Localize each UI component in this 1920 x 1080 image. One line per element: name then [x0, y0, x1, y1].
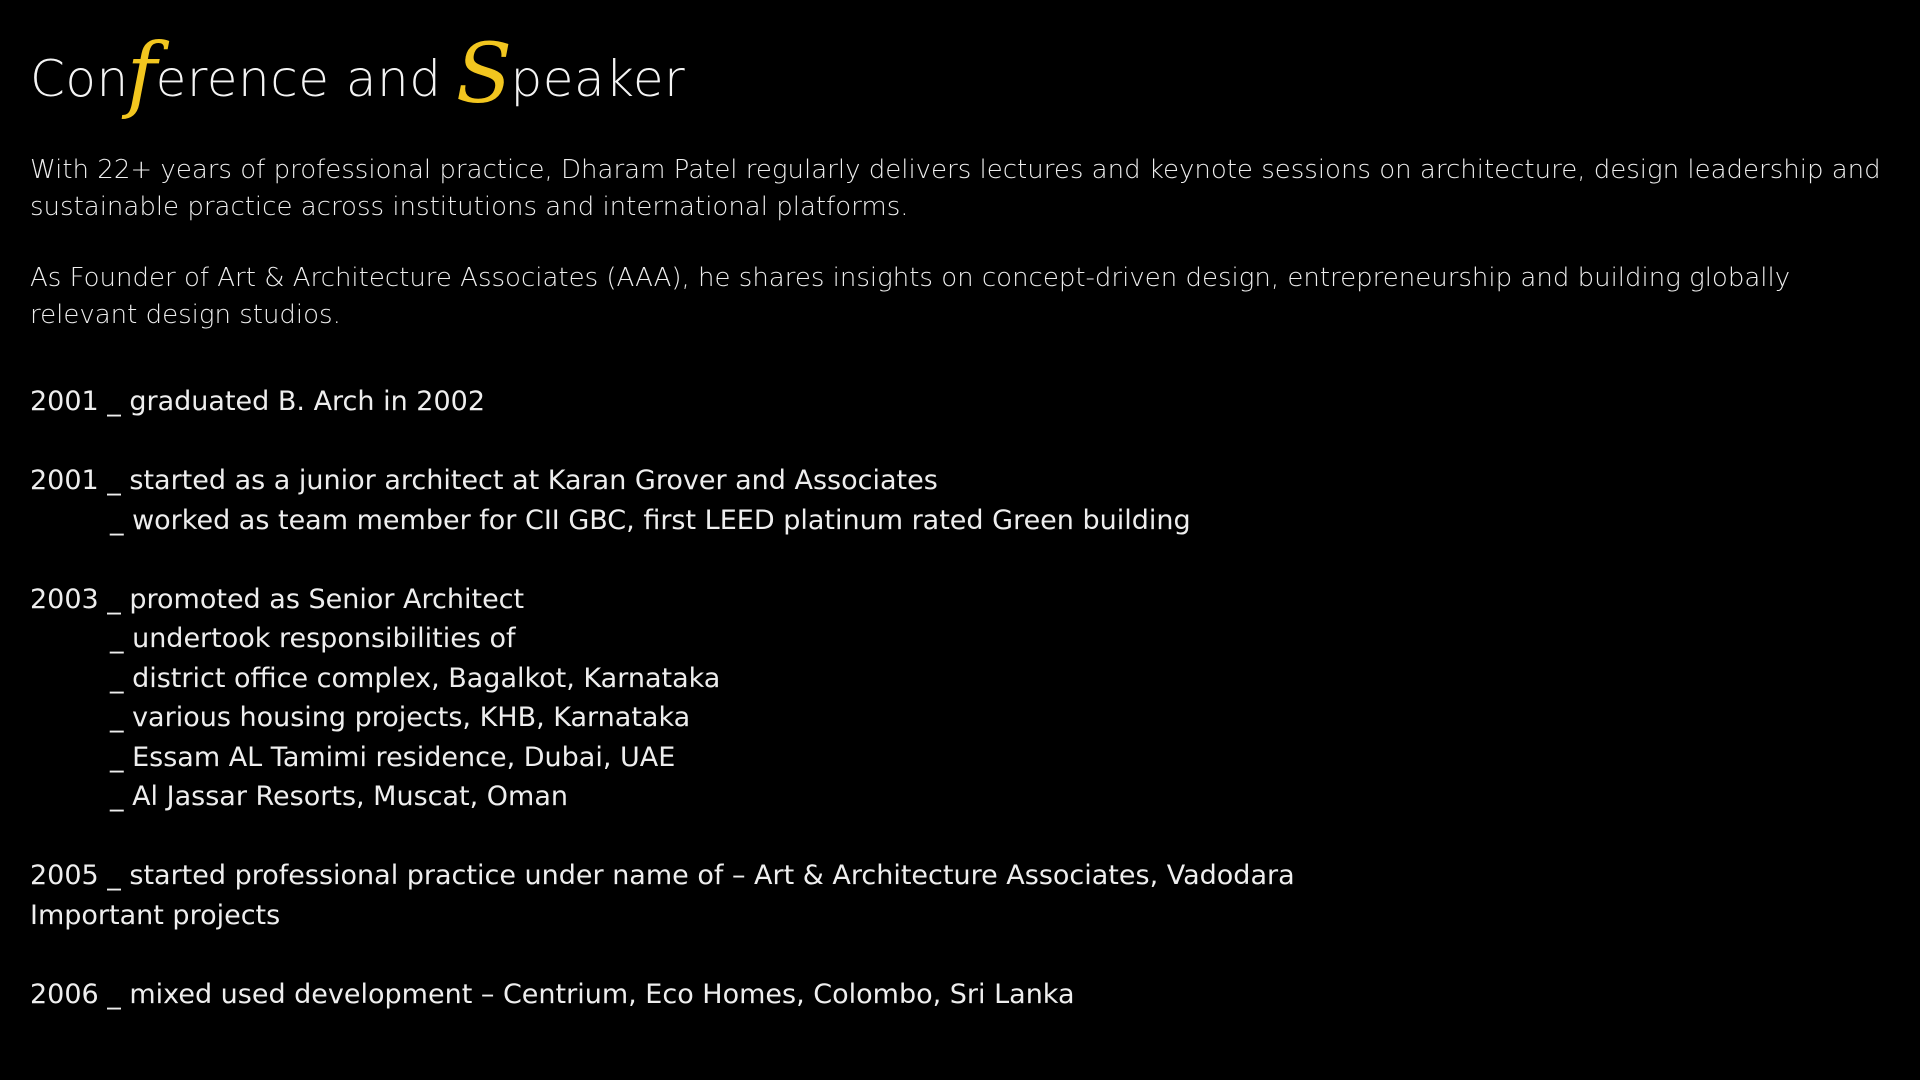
title-part-3: peaker	[510, 50, 686, 108]
intro-section	[30, 152, 1890, 368]
timeline-subitem: _ various housing projects, KHB, Karnataka	[110, 702, 691, 733]
page-title	[30, 27, 686, 134]
intro-paragraph: With 22+ years of professional practice, Dharam Patel regularly delivers lectures and keynote sessions on architecture, design leadership and sustainable practice across institutions and international platforms.	[30, 155, 1881, 222]
title-accent-f: f	[126, 27, 158, 122]
timeline-entry	[30, 580, 1890, 817]
timeline-entry	[30, 461, 1890, 540]
timeline-line: Important projects	[30, 899, 281, 931]
intro-paragraph: As Founder of Art & Architecture Associates (AAA), he shares insights on concept-driven design, entrepreneurship and building globally relevant design studios.	[30, 263, 1791, 330]
timeline-entry	[30, 975, 1890, 1015]
timeline-line: 2003 _ promoted as Senior Architect	[30, 583, 525, 615]
timeline-subitem: _ district office complex, Bagalkot, Karnataka	[110, 662, 721, 694]
timeline-subitem: _ Al Jassar Resorts, Muscat, Oman	[110, 781, 568, 812]
timeline-line: 2001 _ graduated B. Arch in 2002	[30, 386, 485, 417]
timeline	[30, 382, 1890, 1054]
timeline-subitem: _ worked as team member for CII GBC, first LEED platinum rated Green building	[110, 504, 1191, 536]
timeline-subitem: _ undertook responsibilities of	[110, 623, 516, 654]
timeline-line: 2006 _ mixed used development – Centrium, Eco Homes, Colombo, Sri Lanka	[30, 978, 1075, 1010]
timeline-line: 2005 _ started professional practice under name of – Art & Architecture Associates, Vadodara	[30, 860, 1295, 891]
title-part-1: Con	[30, 50, 129, 108]
timeline-entry	[30, 382, 1890, 422]
timeline-entry	[30, 856, 1890, 935]
timeline-subitem: _ Essam AL Tamimi residence, Dubai, UAE	[110, 741, 676, 773]
title-part-2: erence and	[155, 50, 458, 108]
timeline-line: 2001 _ started as a junior architect at Karan Grover and Associates	[30, 465, 938, 496]
title-accent-s: S	[455, 27, 513, 122]
